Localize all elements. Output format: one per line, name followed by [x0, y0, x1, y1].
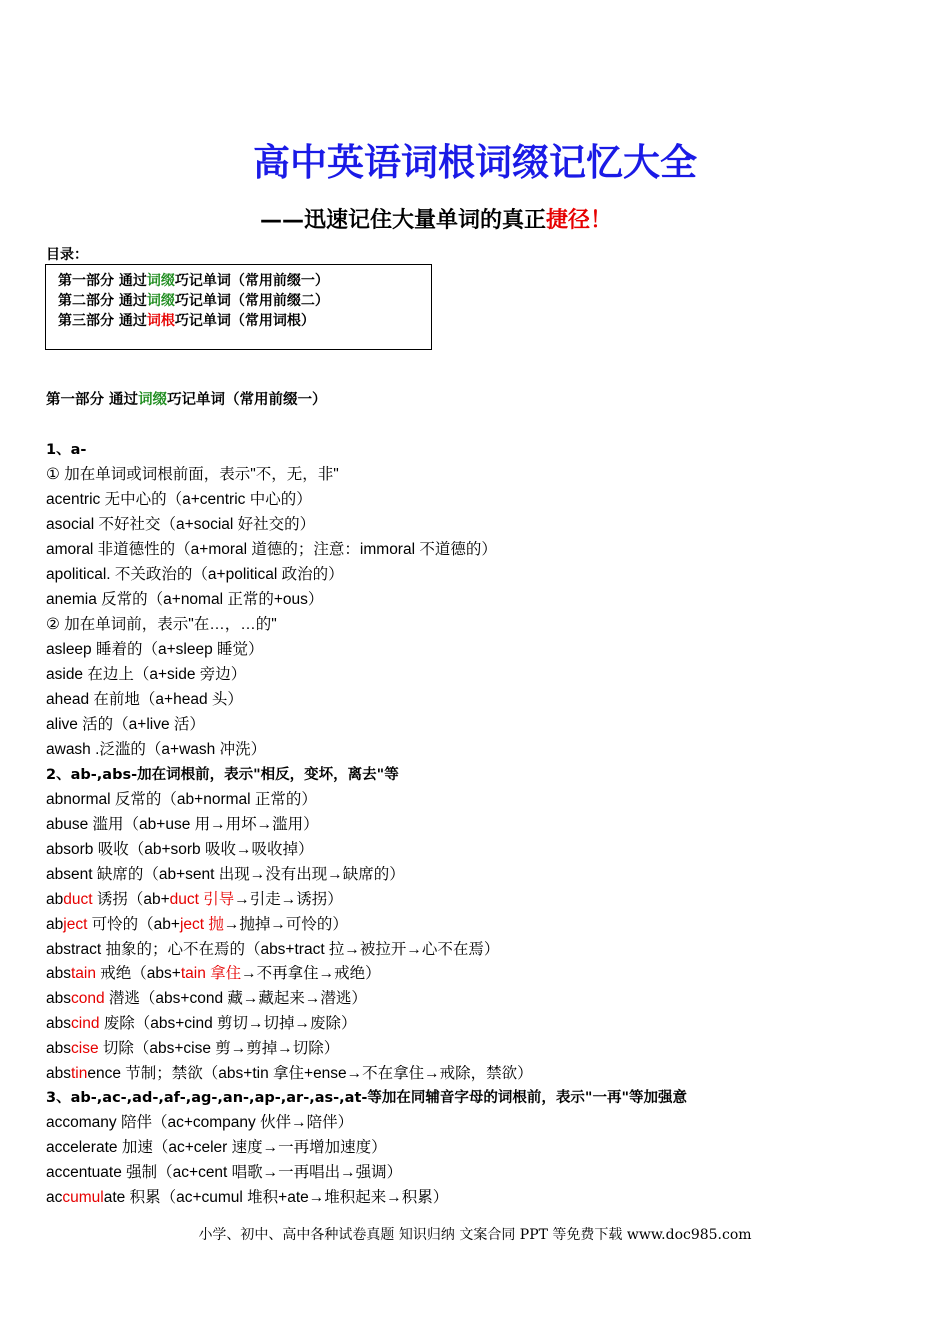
- toc-label: 目录：: [46, 247, 88, 263]
- toc-item-text: 第二部分 通过: [58, 293, 147, 309]
- entry-line: [46, 1163, 402, 1183]
- section-heading: [46, 1088, 687, 1108]
- highlighted-text: cind: [71, 1015, 100, 1032]
- table-of-contents: [45, 264, 432, 350]
- entry-line: [46, 890, 343, 910]
- line-text: amoral 非道德性的（a+moral 道德的；注意：immoral 不道德的）: [46, 541, 497, 558]
- line-text: abuse 滥用（ab+use 用→用坏→滥用）: [46, 816, 319, 833]
- entry-line: [46, 940, 499, 960]
- entry-line: [46, 1014, 357, 1034]
- toc-item-highlight: 词缀: [146, 293, 175, 309]
- line-text: 1、a-: [46, 442, 87, 458]
- line-text: →引走→诱拐）: [234, 891, 343, 908]
- entry-line: [46, 989, 367, 1009]
- line-text: accentuate 强制（ac+cent 唱歌→一再唱出→强调）: [46, 1164, 403, 1181]
- line-text: accelerate 加速（ac+celer 速度→一再增加速度）: [46, 1139, 387, 1156]
- highlighted-text: tin: [71, 1065, 88, 1082]
- highlighted-text: cumul: [62, 1189, 104, 1206]
- toc-item-text: 第一部分 通过: [58, 273, 147, 289]
- line-text: 2、ab-,abs-加在词根前，表示"相反，变坏，离去"等: [46, 767, 399, 783]
- line-text: 废除（abs+cind 剪切→切掉→废除）: [99, 1015, 357, 1032]
- line-text: absorb 吸收（ab+sorb 吸收→吸收掉）: [46, 841, 314, 858]
- document-subtitle: [260, 203, 860, 234]
- entry-line: [46, 1188, 448, 1208]
- line-text: ② 加在单词前，表示"在…，…的": [46, 616, 277, 633]
- entry-line: [46, 515, 315, 535]
- entry-line: [46, 640, 264, 660]
- line-text: ab: [46, 916, 64, 933]
- toc-item-text: 巧记单词（常用词根）: [174, 313, 315, 329]
- line-text: ① 加在单词或词根前面，表示"不，无，非": [46, 466, 339, 483]
- line-text: asleep 睡着的（a+sleep 睡觉）: [46, 641, 264, 658]
- highlighted-text: cond: [71, 990, 105, 1007]
- line-text: abs: [46, 965, 71, 982]
- line-text: 诱拐（ab+: [92, 891, 170, 908]
- highlighted-text: ject 抛: [179, 916, 224, 933]
- line-text: awash .泛滥的（a+wash 冲洗）: [46, 741, 267, 758]
- toc-item-highlight: 词缀: [146, 273, 175, 289]
- entry-line: [46, 540, 497, 560]
- line-text: ence 节制；禁欲（abs+tin 拿住+ense→不在拿住→戒除，禁欲）: [87, 1065, 533, 1082]
- entry-line: [46, 665, 246, 685]
- highlighted-text: duct: [63, 891, 93, 908]
- entry-line: [46, 565, 344, 585]
- subtitle-exclamation: ！: [590, 208, 613, 233]
- entry-line: [46, 1039, 339, 1059]
- page-footer: 小学、初中、高中各种试卷真题 知识归纳 文案合同 PPT 等免费下载 www.doc985.com: [198, 1227, 752, 1243]
- entry-line: [46, 590, 323, 610]
- section-heading: [46, 440, 86, 460]
- line-text: 戒绝（abs+: [96, 965, 181, 982]
- line-text: 切除（abs+cise 剪→剪掉→切除）: [98, 1040, 340, 1057]
- toc-item: [58, 271, 431, 291]
- entry-line: [46, 740, 266, 760]
- entry-line: [46, 815, 319, 835]
- entry-line: [46, 840, 313, 860]
- entry-line: [46, 690, 243, 710]
- toc-item-text: 第三部分 通过: [58, 313, 147, 329]
- line-text: 可怜的（ab+: [87, 916, 180, 933]
- highlighted-text: cise: [71, 1040, 99, 1057]
- entry-line: [46, 1138, 387, 1158]
- entry-line: [46, 490, 312, 510]
- line-text: accomany 陪伴（ac+company 伙伴→陪伴）: [46, 1114, 354, 1131]
- line-text: 潜逃（abs+cond 藏→藏起来→潜逃）: [104, 990, 367, 1007]
- toc-item: [58, 311, 431, 331]
- line-text: abs: [46, 990, 71, 1007]
- entry-line: [46, 1064, 533, 1084]
- highlighted-text: tain 拿住: [180, 965, 242, 982]
- entry-line: [46, 964, 381, 984]
- highlighted-text: duct 引导: [169, 891, 235, 908]
- line-text: abs: [46, 1040, 71, 1057]
- highlighted-text: ject: [63, 916, 88, 933]
- entry-line: [46, 915, 348, 935]
- line-text: 巧记单词（常用前缀一）: [167, 392, 327, 408]
- entry-line: [46, 1113, 353, 1133]
- toc-item-text: 巧记单词（常用前缀一）: [174, 273, 329, 289]
- entry-line: [46, 615, 277, 635]
- line-text: 第一部分 通过: [46, 392, 139, 408]
- entry-line: [46, 790, 317, 810]
- toc-item-highlight: 词根: [146, 313, 175, 329]
- section-heading: [46, 765, 399, 785]
- line-text: ahead 在前地（a+head 头）: [46, 691, 243, 708]
- document-title: 高中英语词根词缀记忆大全: [253, 141, 697, 184]
- line-text: ab: [46, 891, 64, 908]
- line-text: ac: [46, 1189, 63, 1206]
- line-text: absent 缺席的（ab+sent 出现→没有出现→缺席的）: [46, 866, 405, 883]
- toc-item-text: 巧记单词（常用前缀二）: [174, 293, 329, 309]
- line-text: →不再拿住→戒绝）: [241, 965, 381, 982]
- section-heading: [46, 390, 327, 410]
- line-text: aside 在边上（a+side 旁边）: [46, 666, 247, 683]
- line-text: anemia 反常的（a+nomal 正常的+ous）: [46, 591, 324, 608]
- highlighted-text: 词缀: [138, 392, 168, 408]
- line-text: abstract 抽象的；心不在焉的（abs+tract 拉→被拉开→心不在焉）: [46, 941, 500, 958]
- line-text: apolitical. 不关政治的（a+political 政治的）: [46, 566, 344, 583]
- line-text: →抛掉→可怜的）: [223, 916, 348, 933]
- line-text: abnormal 反常的（ab+normal 正常的）: [46, 791, 317, 808]
- subtitle-emphasis: 捷径: [546, 208, 591, 233]
- highlighted-text: tain: [71, 965, 96, 982]
- line-text: ate 积累（ac+cumul 堆积+ate→堆积起来→积累）: [103, 1189, 449, 1206]
- entry-line: [46, 715, 205, 735]
- toc-item: [58, 291, 431, 311]
- entry-line: [46, 865, 405, 885]
- line-text: abs: [46, 1065, 71, 1082]
- line-text: alive 活的（a+live 活）: [46, 716, 205, 733]
- line-text: asocial 不好社交（a+social 好社交的）: [46, 516, 316, 533]
- line-text: abs: [46, 1015, 71, 1032]
- subtitle-text: ——迅速记住大量单词的真正: [260, 208, 547, 233]
- line-text: 3、ab-,ac-,ad-,af-,ag-,an-,ap-,ar-,as-,at-等加在同辅音字母的词根前，表示"一再"等加强意: [46, 1090, 687, 1106]
- entry-line: [46, 465, 339, 485]
- line-text: acentric 无中心的（a+centric 中心的）: [46, 491, 312, 508]
